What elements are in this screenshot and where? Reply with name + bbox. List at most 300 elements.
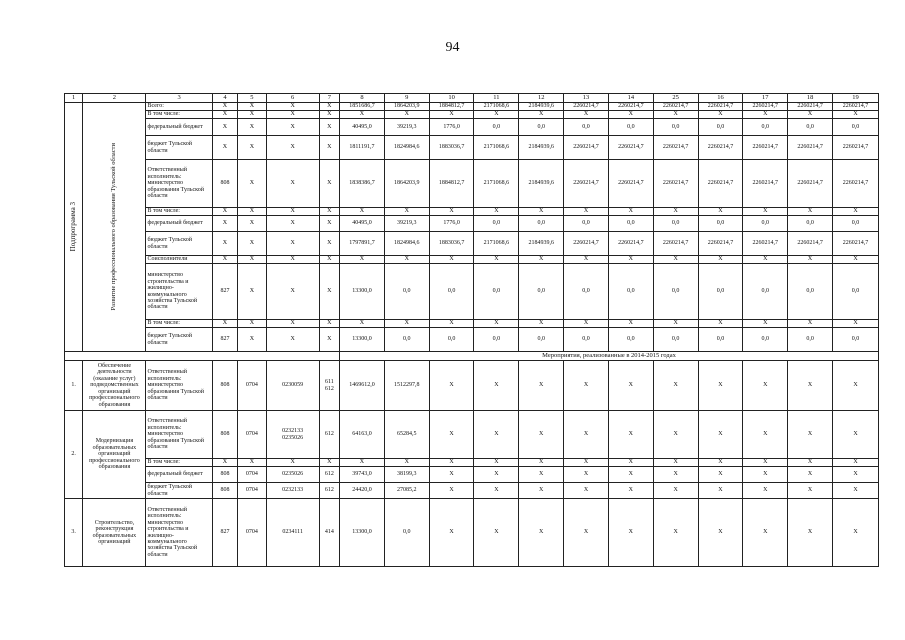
cell-c12: X xyxy=(519,208,564,216)
header-row xyxy=(65,94,879,103)
column-number: 13 xyxy=(564,94,609,103)
cell-c8: 40495,0 xyxy=(340,119,385,136)
table-row xyxy=(65,160,879,208)
cell-c7: X xyxy=(319,320,339,328)
cell-c7: X xyxy=(319,256,339,264)
cell-c12: 2184939,6 xyxy=(519,232,564,256)
cell-c11: X xyxy=(474,111,519,119)
cell-c10: 1884812,7 xyxy=(429,160,474,208)
cell-c9: 1864203,9 xyxy=(384,103,429,111)
cell-c18: X xyxy=(788,111,833,119)
cell-c17: X xyxy=(743,459,788,467)
section-banner-spacer xyxy=(65,352,340,361)
column-number: 5 xyxy=(238,94,267,103)
cell-c14: X xyxy=(608,361,653,411)
cell-c12: X xyxy=(519,256,564,264)
cell-c9: X xyxy=(384,459,429,467)
cell-c11: X xyxy=(474,256,519,264)
measure-name: Строительство, реконструкция образовательных организаций xyxy=(83,499,146,567)
subprogram-label-cell xyxy=(65,103,83,352)
section-banner-row xyxy=(65,352,879,361)
cell-c4: 808 xyxy=(212,361,237,411)
budget-table xyxy=(64,93,879,567)
cell-c17: X xyxy=(743,361,788,411)
subprogram-title-cell xyxy=(83,103,146,352)
column-number: 19 xyxy=(832,94,878,103)
cell-c17: 2260214,7 xyxy=(743,232,788,256)
row-label: Ответственный исполнитель: министерство строительства и жилищно-коммунального хозяйства Тульской области xyxy=(146,499,212,567)
table-row xyxy=(65,320,879,328)
cell-c5: X xyxy=(238,232,267,256)
cell-c17: X xyxy=(743,483,788,499)
cell-c9: 65284,5 xyxy=(384,411,429,459)
cell-c6: X xyxy=(266,111,319,119)
cell-c25: 2260214,7 xyxy=(653,232,698,256)
cell-c7: X xyxy=(319,459,339,467)
measure-name: Модернизация образовательных организаций профессионального образования xyxy=(83,411,146,499)
cell-c19: X xyxy=(832,483,878,499)
cell-c10: 1884812,7 xyxy=(429,103,474,111)
cell-c13: 2260214,7 xyxy=(564,232,609,256)
cell-c4: X xyxy=(212,136,237,160)
row-label: Соисполнители xyxy=(146,256,212,264)
cell-c6: 0232133 xyxy=(266,483,319,499)
cell-c5: X xyxy=(238,256,267,264)
cell-c19: 2260214,7 xyxy=(832,232,878,256)
cell-c4: 827 xyxy=(212,264,237,320)
cell-c25: X xyxy=(653,459,698,467)
cell-c9: 0,0 xyxy=(384,499,429,567)
cell-c13: 0,0 xyxy=(564,119,609,136)
cell-c4: X xyxy=(212,103,237,111)
cell-c16: X xyxy=(698,459,743,467)
cell-c19: X xyxy=(832,411,878,459)
cell-c6: X xyxy=(266,328,319,352)
cell-c19: X xyxy=(832,111,878,119)
table-row xyxy=(65,232,879,256)
cell-c14: X xyxy=(608,483,653,499)
table-row xyxy=(65,264,879,320)
cell-c18: X xyxy=(788,411,833,459)
cell-c16: X xyxy=(698,467,743,483)
cell-c10: X xyxy=(429,320,474,328)
cell-c19: 2260214,7 xyxy=(832,160,878,208)
cell-c10: X xyxy=(429,467,474,483)
cell-c12: 0,0 xyxy=(519,264,564,320)
cell-c7: 414 xyxy=(319,499,339,567)
cell-c11: 0,0 xyxy=(474,328,519,352)
row-label: федеральный бюджет xyxy=(146,216,212,232)
cell-c12: X xyxy=(519,467,564,483)
cell-c10: X xyxy=(429,499,474,567)
cell-c16: 0,0 xyxy=(698,264,743,320)
table-row xyxy=(65,119,879,136)
cell-c10: X xyxy=(429,208,474,216)
cell-c7: X xyxy=(319,216,339,232)
cell-c18: X xyxy=(788,459,833,467)
cell-c7: 612 xyxy=(319,467,339,483)
cell-c25: 2260214,7 xyxy=(653,160,698,208)
cell-c10: 1776,0 xyxy=(429,216,474,232)
cell-c12: 0,0 xyxy=(519,328,564,352)
cell-c7: 612 xyxy=(319,411,339,459)
cell-c8: 13300,0 xyxy=(340,264,385,320)
table-row xyxy=(65,103,879,111)
cell-c12: X xyxy=(519,459,564,467)
cell-c25: X xyxy=(653,499,698,567)
cell-c7: 612 xyxy=(319,483,339,499)
cell-c17: 0,0 xyxy=(743,328,788,352)
cell-c12: X xyxy=(519,320,564,328)
cell-c18: X xyxy=(788,467,833,483)
table-row xyxy=(65,483,879,499)
cell-c10: 1883036,7 xyxy=(429,232,474,256)
cell-c11: X xyxy=(474,467,519,483)
cell-c8: 1469612,0 xyxy=(340,361,385,411)
column-number: 17 xyxy=(743,94,788,103)
cell-c12: 0,0 xyxy=(519,216,564,232)
cell-c4: X xyxy=(212,232,237,256)
cell-c9: 39219,3 xyxy=(384,216,429,232)
cell-c6: X xyxy=(266,320,319,328)
cell-c6: X xyxy=(266,256,319,264)
column-number: 1 xyxy=(65,94,83,103)
cell-c5: 0704 xyxy=(238,467,267,483)
cell-c14: X xyxy=(608,411,653,459)
cell-c9: X xyxy=(384,208,429,216)
cell-c4: X xyxy=(212,256,237,264)
cell-c19: X xyxy=(832,320,878,328)
measure-number: 1. xyxy=(65,361,83,411)
cell-c5: X xyxy=(238,136,267,160)
cell-c12: 0,0 xyxy=(519,119,564,136)
cell-c8: X xyxy=(340,208,385,216)
cell-c17: X xyxy=(743,499,788,567)
cell-c19: 0,0 xyxy=(832,216,878,232)
cell-c7: X xyxy=(319,264,339,320)
cell-c25: X xyxy=(653,208,698,216)
subprogram-title: Развитие профессионального образования Тульской области xyxy=(110,143,118,311)
cell-c9: 1512297,8 xyxy=(384,361,429,411)
column-number: 14 xyxy=(608,94,653,103)
cell-c4: 827 xyxy=(212,328,237,352)
section-banner: Мероприятия, реализованные в 2014-2015 годах xyxy=(340,352,879,361)
cell-c16: 0,0 xyxy=(698,328,743,352)
cell-c14: X xyxy=(608,208,653,216)
cell-c12: 2184939,6 xyxy=(519,160,564,208)
cell-c13: 0,0 xyxy=(564,328,609,352)
cell-c7: X xyxy=(319,232,339,256)
cell-c8: X xyxy=(340,320,385,328)
cell-c8: 1851686,7 xyxy=(340,103,385,111)
column-number: 16 xyxy=(698,94,743,103)
table-row xyxy=(65,208,879,216)
cell-c17: 0,0 xyxy=(743,119,788,136)
cell-c6: X xyxy=(266,232,319,256)
cell-c16: 2260214,7 xyxy=(698,160,743,208)
cell-c8: 1811191,7 xyxy=(340,136,385,160)
cell-c8: X xyxy=(340,459,385,467)
cell-c16: X xyxy=(698,411,743,459)
cell-c16: X xyxy=(698,256,743,264)
subprogram-label: Подпрограмма 3 xyxy=(69,202,78,252)
cell-c14: X xyxy=(608,467,653,483)
cell-c12: X xyxy=(519,483,564,499)
cell-c8: 40495,0 xyxy=(340,216,385,232)
cell-c5: X xyxy=(238,160,267,208)
cell-c14: 0,0 xyxy=(608,264,653,320)
cell-c5: X xyxy=(238,208,267,216)
cell-c18: 0,0 xyxy=(788,328,833,352)
cell-c9: 39219,3 xyxy=(384,119,429,136)
cell-c16: 2260214,7 xyxy=(698,103,743,111)
cell-c12: X xyxy=(519,499,564,567)
cell-c25: 2260214,7 xyxy=(653,136,698,160)
cell-c9: 0,0 xyxy=(384,328,429,352)
page-number: 94 xyxy=(445,40,460,55)
cell-c16: X xyxy=(698,111,743,119)
cell-c14: 0,0 xyxy=(608,328,653,352)
cell-c11: X xyxy=(474,499,519,567)
table-row xyxy=(65,459,879,467)
table-row xyxy=(65,216,879,232)
cell-c13: X xyxy=(564,467,609,483)
cell-c25: X xyxy=(653,320,698,328)
cell-c19: 0,0 xyxy=(832,264,878,320)
cell-c6: X xyxy=(266,208,319,216)
cell-c14: 0,0 xyxy=(608,119,653,136)
cell-c19: 0,0 xyxy=(832,328,878,352)
cell-c5: 0704 xyxy=(238,483,267,499)
cell-c16: 2260214,7 xyxy=(698,232,743,256)
cell-c18: X xyxy=(788,499,833,567)
cell-c6: X xyxy=(266,103,319,111)
cell-c6: 0232133 0235026 xyxy=(266,411,319,459)
measure-name: Обеспечение деятельности (оказание услуг) подведомственных организаций профессионального образования xyxy=(83,361,146,411)
column-number: 9 xyxy=(384,94,429,103)
cell-c6: 0230059 xyxy=(266,361,319,411)
cell-c19: X xyxy=(832,361,878,411)
table-row xyxy=(65,328,879,352)
cell-c18: 0,0 xyxy=(788,264,833,320)
cell-c19: X xyxy=(832,467,878,483)
cell-c11: X xyxy=(474,459,519,467)
cell-c9: 1864203,9 xyxy=(384,160,429,208)
cell-c25: X xyxy=(653,256,698,264)
cell-c7: X xyxy=(319,119,339,136)
cell-c13: X xyxy=(564,361,609,411)
row-label: федеральный бюджет xyxy=(146,467,212,483)
cell-c17: X xyxy=(743,256,788,264)
cell-c11: X xyxy=(474,411,519,459)
cell-c12: X xyxy=(519,411,564,459)
cell-c6: X xyxy=(266,216,319,232)
cell-c11: X xyxy=(474,208,519,216)
table-row xyxy=(65,411,879,459)
cell-c7: X xyxy=(319,103,339,111)
cell-c25: X xyxy=(653,411,698,459)
cell-c13: X xyxy=(564,320,609,328)
cell-c17: 2260214,7 xyxy=(743,103,788,111)
cell-c5: X xyxy=(238,103,267,111)
cell-c13: X xyxy=(564,459,609,467)
row-label: бюджет Тульской области xyxy=(146,232,212,256)
column-number: 11 xyxy=(474,94,519,103)
cell-c18: 0,0 xyxy=(788,216,833,232)
cell-c18: X xyxy=(788,483,833,499)
cell-c8: 13300,0 xyxy=(340,328,385,352)
cell-c17: X xyxy=(743,111,788,119)
cell-c17: 0,0 xyxy=(743,216,788,232)
cell-c10: 0,0 xyxy=(429,264,474,320)
table-row xyxy=(65,361,879,411)
cell-c12: X xyxy=(519,111,564,119)
cell-c19: 2260214,7 xyxy=(832,136,878,160)
cell-c18: 2260214,7 xyxy=(788,136,833,160)
cell-c17: X xyxy=(743,208,788,216)
cell-c8: X xyxy=(340,111,385,119)
cell-c10: 0,0 xyxy=(429,328,474,352)
cell-c16: X xyxy=(698,483,743,499)
cell-c19: X xyxy=(832,499,878,567)
cell-c16: 0,0 xyxy=(698,216,743,232)
cell-c17: X xyxy=(743,411,788,459)
cell-c17: 2260214,7 xyxy=(743,136,788,160)
row-label: министерство строительства и жилищно-коммунального хозяйства Тульской области xyxy=(146,264,212,320)
cell-c7: 611 612 xyxy=(319,361,339,411)
cell-c6: 0235026 xyxy=(266,467,319,483)
cell-c19: X xyxy=(832,208,878,216)
cell-c9: 38199,3 xyxy=(384,467,429,483)
cell-c13: X xyxy=(564,256,609,264)
cell-c7: X xyxy=(319,111,339,119)
column-number: 25 xyxy=(653,94,698,103)
measure-number: 3. xyxy=(65,499,83,567)
row-label: Ответственный исполнитель: министерство образования Тульской области xyxy=(146,361,212,411)
cell-c4: X xyxy=(212,111,237,119)
cell-c18: 2260214,7 xyxy=(788,232,833,256)
row-label: Всего: xyxy=(146,103,212,111)
row-label: бюджет Тульской области xyxy=(146,136,212,160)
cell-c7: X xyxy=(319,136,339,160)
cell-c18: X xyxy=(788,320,833,328)
cell-c14: X xyxy=(608,111,653,119)
cell-c17: X xyxy=(743,320,788,328)
table-row xyxy=(65,136,879,160)
cell-c8: 1838386,7 xyxy=(340,160,385,208)
cell-c9: X xyxy=(384,256,429,264)
cell-c14: X xyxy=(608,499,653,567)
cell-c11: 0,0 xyxy=(474,264,519,320)
column-number: 3 xyxy=(146,94,212,103)
cell-c19: 2260214,7 xyxy=(832,103,878,111)
cell-c10: X xyxy=(429,483,474,499)
cell-c6: 0234111 xyxy=(266,499,319,567)
cell-c5: X xyxy=(238,119,267,136)
row-label: Ответственный исполнитель: министерство образования Тульской области xyxy=(146,411,212,459)
cell-c25: 0,0 xyxy=(653,119,698,136)
cell-c5: 0704 xyxy=(238,361,267,411)
cell-c25: 0,0 xyxy=(653,264,698,320)
row-label: Ответственный исполнитель: министерство образования Тульской области xyxy=(146,160,212,208)
cell-c14: 2260214,7 xyxy=(608,103,653,111)
cell-c10: X xyxy=(429,111,474,119)
cell-c16: 0,0 xyxy=(698,119,743,136)
cell-c13: X xyxy=(564,499,609,567)
cell-c8: 64163,0 xyxy=(340,411,385,459)
cell-c18: 2260214,7 xyxy=(788,160,833,208)
cell-c4: 808 xyxy=(212,411,237,459)
cell-c11: 0,0 xyxy=(474,216,519,232)
cell-c9: 0,0 xyxy=(384,264,429,320)
measure-number: 2. xyxy=(65,411,83,499)
table-row xyxy=(65,111,879,119)
cell-c16: 2260214,7 xyxy=(698,136,743,160)
cell-c18: 2260214,7 xyxy=(788,103,833,111)
cell-c11: X xyxy=(474,320,519,328)
table-row xyxy=(65,499,879,567)
cell-c11: 2171068,6 xyxy=(474,232,519,256)
cell-c11: 2171068,6 xyxy=(474,136,519,160)
row-label: федеральный бюджет xyxy=(146,119,212,136)
cell-c12: X xyxy=(519,361,564,411)
cell-c16: X xyxy=(698,320,743,328)
cell-c8: X xyxy=(340,256,385,264)
cell-c8: 13300,0 xyxy=(340,499,385,567)
cell-c13: 0,0 xyxy=(564,216,609,232)
cell-c4: X xyxy=(212,119,237,136)
cell-c16: X xyxy=(698,361,743,411)
cell-c25: 2260214,7 xyxy=(653,103,698,111)
cell-c14: X xyxy=(608,459,653,467)
cell-c9: 27085,2 xyxy=(384,483,429,499)
cell-c9: 1824984,6 xyxy=(384,136,429,160)
cell-c4: X xyxy=(212,459,237,467)
column-number: 8 xyxy=(340,94,385,103)
row-label: бюджет Тульской области xyxy=(146,483,212,499)
cell-c7: X xyxy=(319,160,339,208)
cell-c19: 0,0 xyxy=(832,119,878,136)
cell-c11: X xyxy=(474,483,519,499)
cell-c17: 0,0 xyxy=(743,264,788,320)
row-label: В том числе: xyxy=(146,111,212,119)
cell-c11: X xyxy=(474,361,519,411)
cell-c5: X xyxy=(238,320,267,328)
cell-c9: X xyxy=(384,320,429,328)
cell-c13: X xyxy=(564,483,609,499)
cell-c10: X xyxy=(429,459,474,467)
cell-c5: X xyxy=(238,111,267,119)
cell-c5: 0704 xyxy=(238,411,267,459)
cell-c4: 808 xyxy=(212,467,237,483)
cell-c13: X xyxy=(564,111,609,119)
cell-c4: X xyxy=(212,208,237,216)
cell-c8: 24420,0 xyxy=(340,483,385,499)
cell-c4: 808 xyxy=(212,160,237,208)
cell-c14: 2260214,7 xyxy=(608,160,653,208)
cell-c19: X xyxy=(832,459,878,467)
cell-c6: X xyxy=(266,160,319,208)
cell-c25: 0,0 xyxy=(653,328,698,352)
cell-c4: X xyxy=(212,320,237,328)
budget-table-wrapper xyxy=(64,93,879,567)
cell-c5: X xyxy=(238,264,267,320)
cell-c25: 0,0 xyxy=(653,216,698,232)
cell-c12: 2184939,6 xyxy=(519,103,564,111)
cell-c19: X xyxy=(832,256,878,264)
cell-c18: X xyxy=(788,256,833,264)
cell-c13: 2260214,7 xyxy=(564,136,609,160)
